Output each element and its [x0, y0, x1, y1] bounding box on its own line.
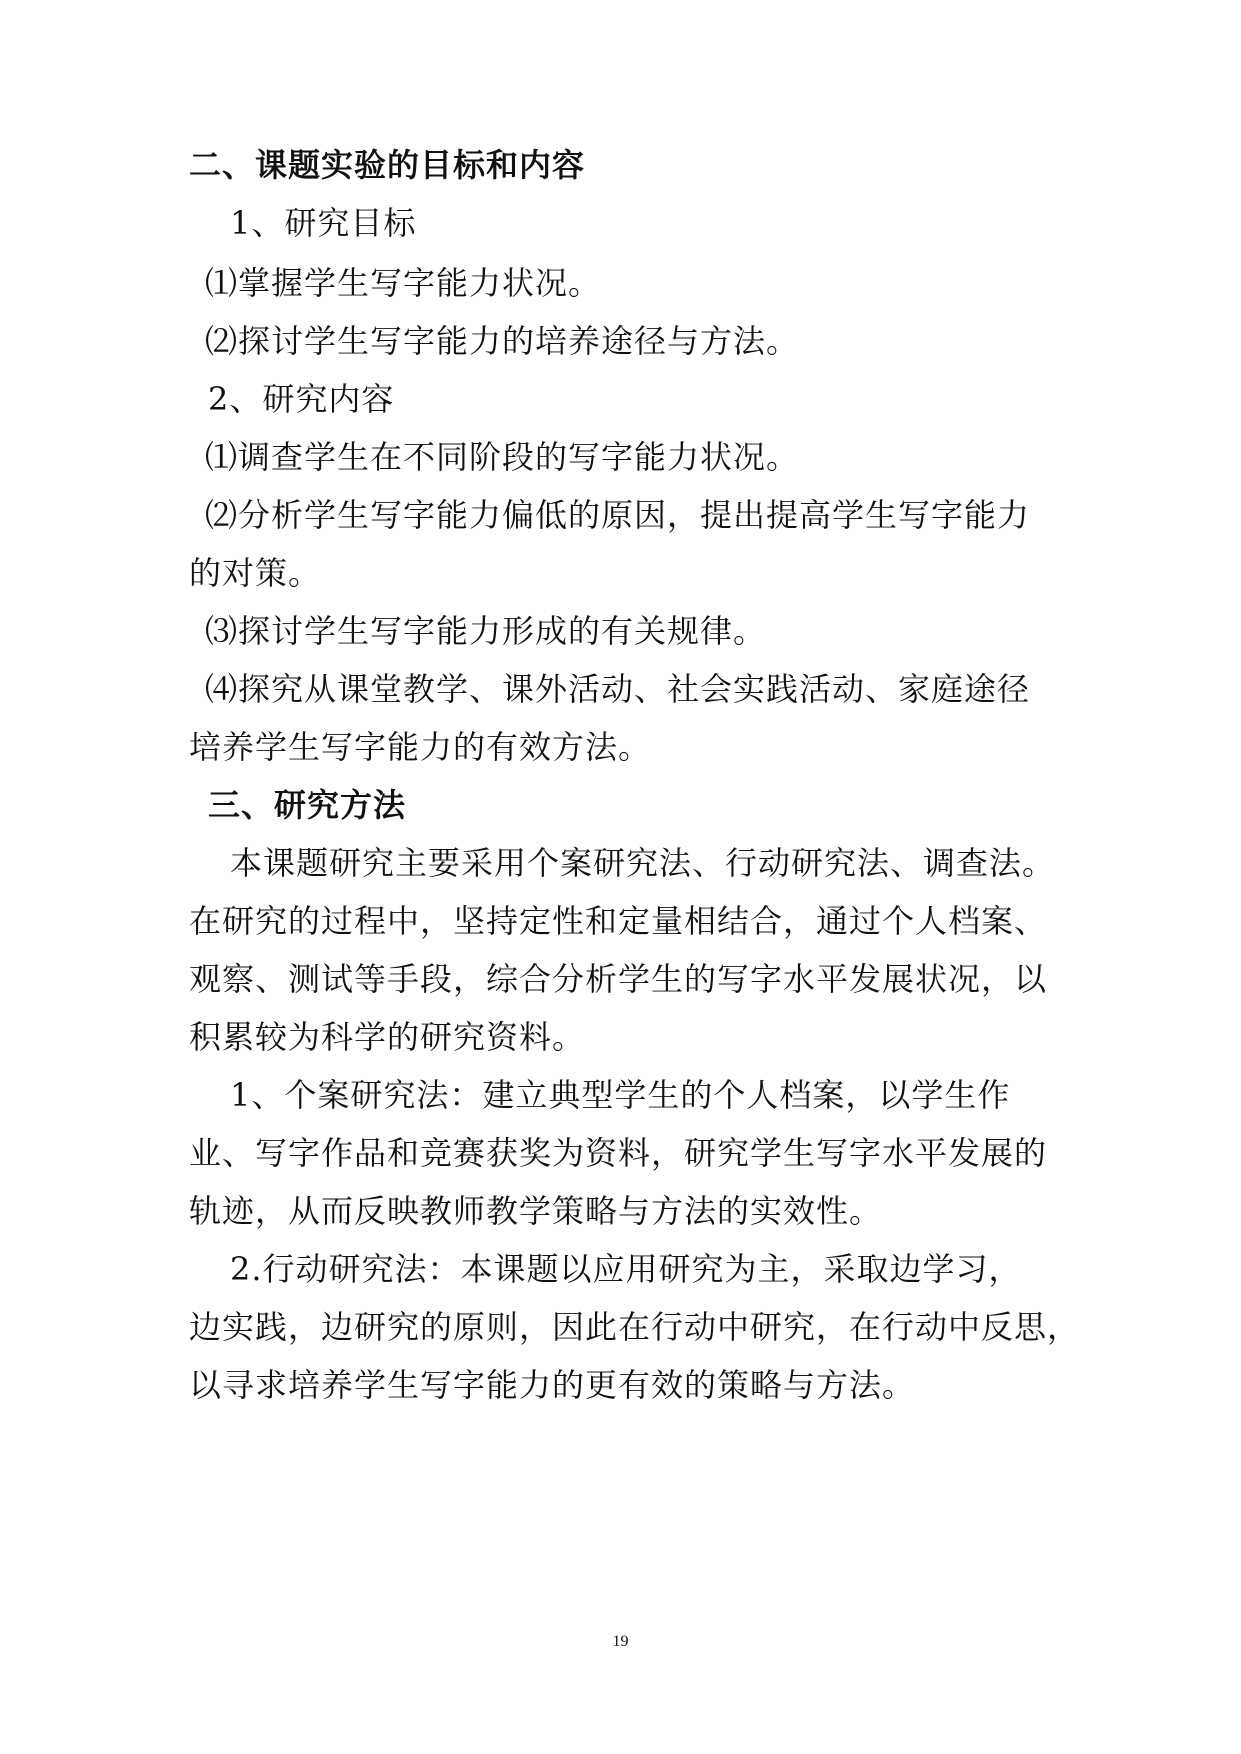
case-study-line-3: 轨迹，从而反映教师教学策略与方法的实效性。 — [189, 1192, 883, 1230]
action-research-line-2: 边实践，边研究的原则，因此在行动中研究，在行动中反思， — [189, 1308, 1081, 1346]
content-item-3: ⑶探讨学生写字能力形成的有关规律。 — [205, 612, 767, 650]
methods-paragraph-line-4: 积累较为科学的研究资料。 — [189, 1018, 586, 1056]
goals-label: 1、研究目标 — [230, 204, 417, 242]
methods-paragraph-line-2: 在研究的过程中，坚持定性和定量相结合，通过个人档案、 — [189, 902, 1048, 940]
content-item-2-line-1: ⑵分析学生写字能力偏低的原因，提出提高学生写字能力 — [205, 496, 1031, 534]
methods-paragraph-line-3: 观察、测试等手段，综合分析学生的写字水平发展状况，以 — [189, 960, 1048, 998]
content-item-1: ⑴调查学生在不同阶段的写字能力状况。 — [205, 438, 800, 476]
goal-item-2: ⑵探讨学生写字能力的培养途径与方法。 — [205, 322, 800, 360]
case-study-line-2: 业、写字作品和竞赛获奖为资料，研究学生写字水平发展的 — [189, 1134, 1048, 1172]
methods-paragraph-line-1: 本课题研究主要采用个案研究法、行动研究法、调查法。 — [230, 844, 1056, 882]
action-research-line-3: 以寻求培养学生写字能力的更有效的策略与方法。 — [189, 1366, 916, 1404]
section-2-heading: 二、课题实验的目标和内容 — [189, 146, 586, 184]
section-3-heading: 三、研究方法 — [208, 786, 407, 824]
content-item-2-line-2: 的对策。 — [189, 554, 322, 592]
case-study-line-1: 1、个案研究法：建立典型学生的个人档案，以学生作 — [230, 1076, 1011, 1114]
content-item-4-line-2: 培养学生写字能力的有效方法。 — [189, 728, 652, 766]
page-number: 19 — [612, 1633, 629, 1650]
action-research-line-1: 2.行动研究法：本课题以应用研究为主，采取边学习， — [230, 1250, 1022, 1288]
goal-item-1: ⑴掌握学生写字能力状况。 — [205, 264, 602, 302]
content-item-4-line-1: ⑷探究从课堂教学、课外活动、社会实践活动、家庭途径 — [205, 670, 1031, 708]
content-label: 2、研究内容 — [208, 380, 395, 418]
